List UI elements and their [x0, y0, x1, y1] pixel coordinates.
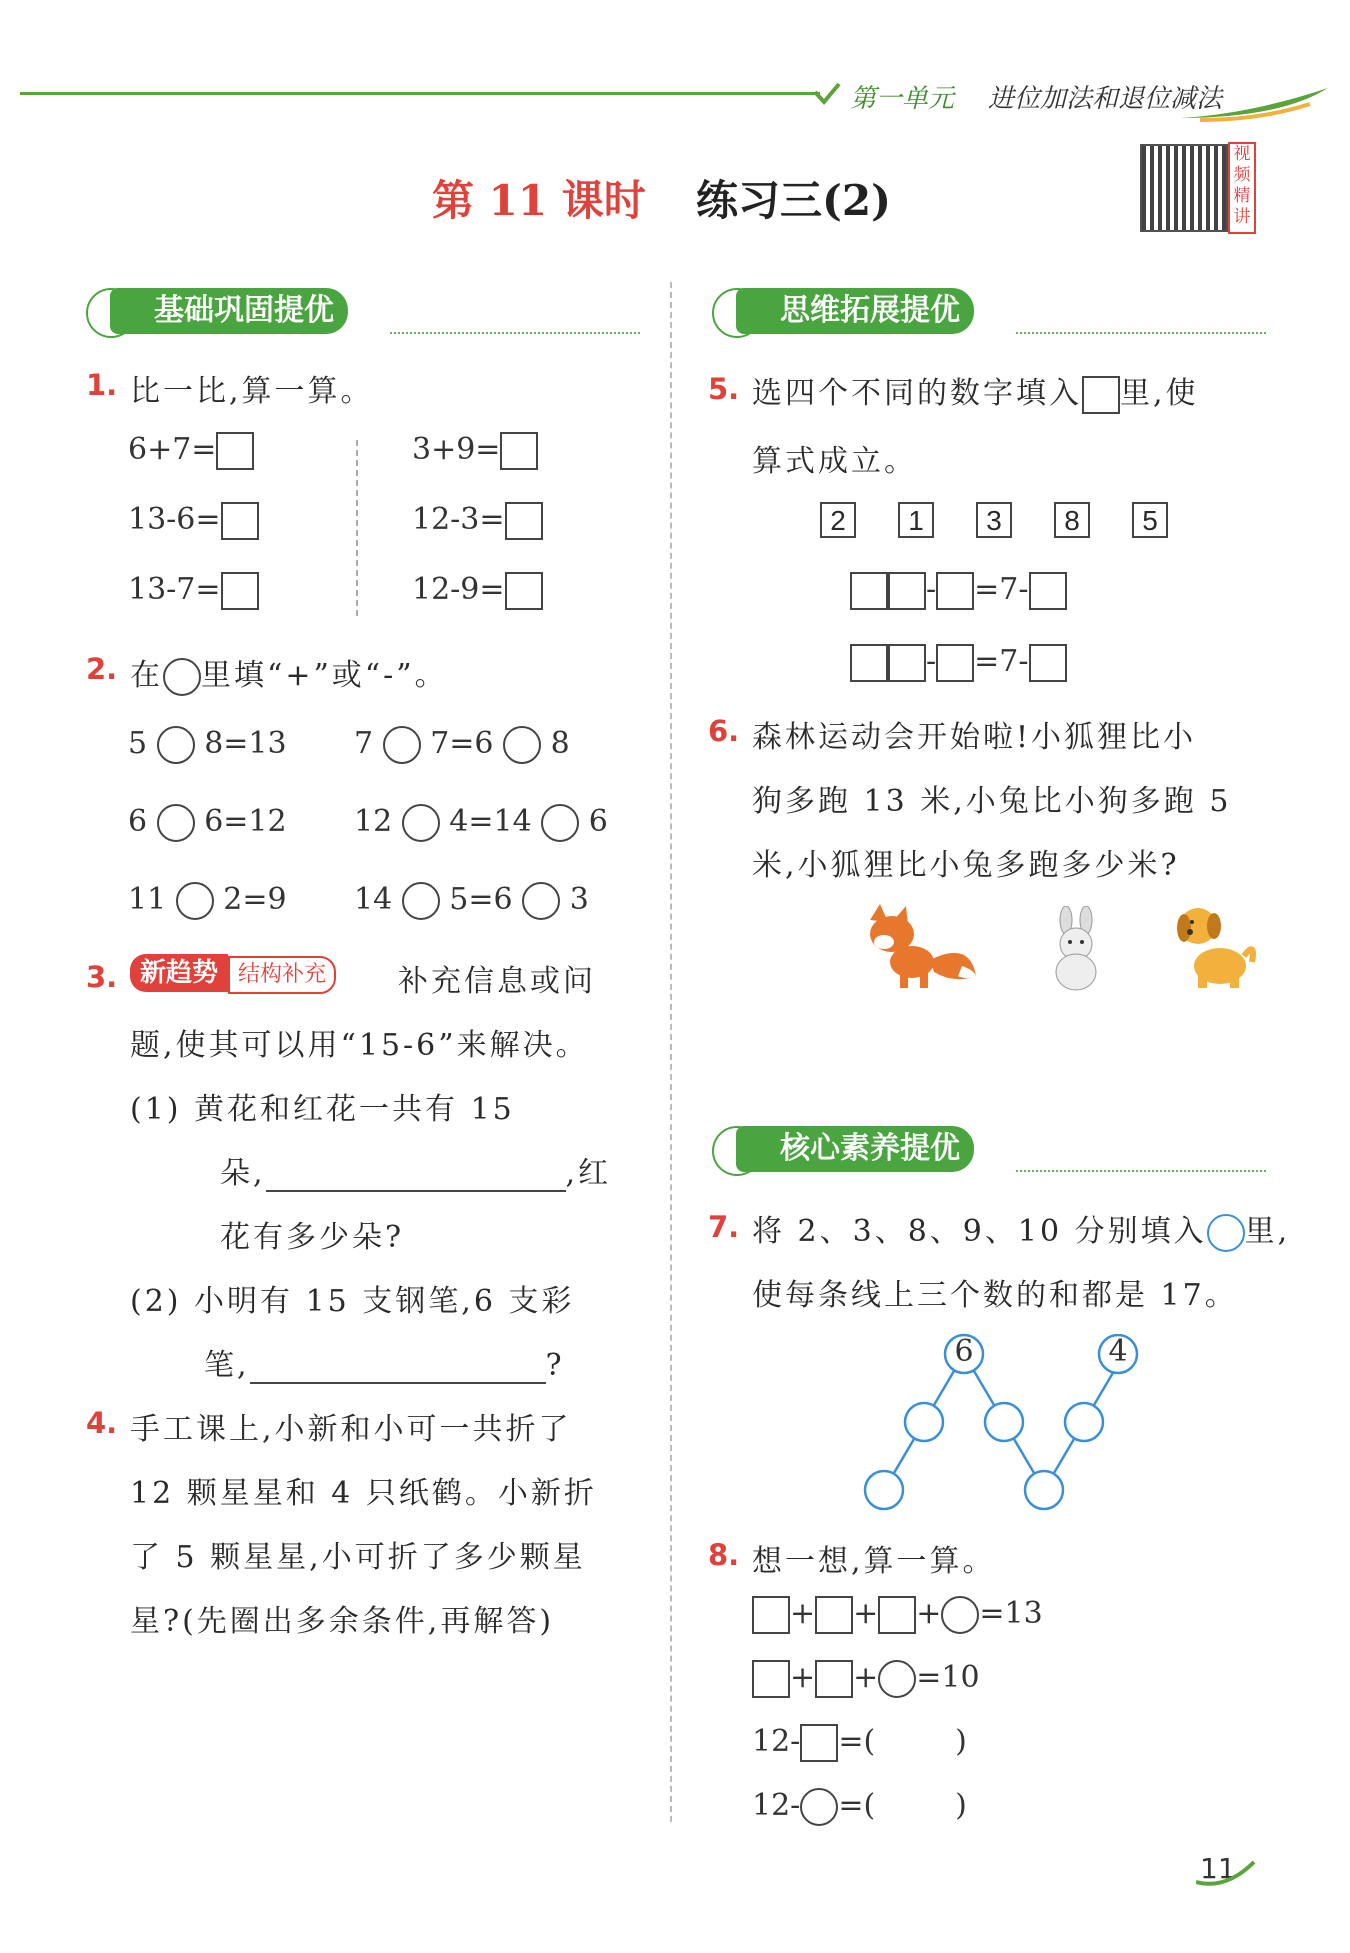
answer-box[interactable]: [752, 1660, 790, 1698]
lesson-topic: 练习三(2): [696, 176, 891, 225]
equation: [412, 572, 543, 610]
equation: + + + =13: [752, 1596, 1043, 1634]
digit-card: 2: [820, 502, 856, 538]
question-text: 题,使其可以用“15-6”来解决。: [130, 1028, 589, 1063]
column-divider: [670, 282, 672, 1822]
question-number: 8.: [708, 1538, 740, 1572]
question-number: 1.: [86, 368, 118, 402]
question-text: 使每条线上三个数的和都是 17。: [752, 1278, 1238, 1313]
section-basic: 基础巩固提优: [110, 288, 348, 334]
rabbit-icon: [1036, 906, 1116, 994]
leaf-check-icon: [812, 82, 842, 106]
answer-box[interactable]: [888, 644, 926, 682]
operator-circle[interactable]: [383, 726, 421, 764]
section-rule: [1016, 332, 1266, 334]
equation: - =7-: [850, 572, 1067, 610]
question-text: 森林运动会开始啦!小狐狸比小: [752, 720, 1197, 755]
answer-box[interactable]: [1029, 572, 1067, 610]
answer-box[interactable]: [878, 1596, 916, 1634]
question-text: 狗多跑 13 米,小兔比小狗多跑 5: [752, 784, 1232, 819]
equation: 7 7=6 8: [354, 726, 570, 764]
question-text: 米,小狐狸比小兔多跑多少米?: [752, 848, 1180, 883]
answer-box[interactable]: [1029, 644, 1067, 682]
question-number: 3.: [86, 960, 118, 994]
digit-card: 8: [1054, 502, 1090, 538]
operator-circle[interactable]: [157, 726, 195, 764]
question-text: 算式成立。: [752, 444, 917, 479]
question-number: 6.: [708, 714, 740, 748]
question-number: 2.: [86, 652, 118, 686]
chapter-label: 进位加法和退位减法: [988, 84, 1223, 114]
structure-badge: 结构补充: [228, 956, 336, 994]
given-number: 4: [1108, 1334, 1128, 1369]
equation: 12- =( ): [752, 1724, 967, 1762]
equation: 14 5=6 3: [354, 882, 589, 920]
question-text: (1) 黄花和红花一共有 15: [130, 1092, 515, 1127]
question-text: 比一比,算一算。: [130, 374, 374, 409]
leaf-swoosh-icon: [1180, 84, 1330, 124]
equation: 12- =( ): [752, 1788, 967, 1826]
question-number: 4.: [86, 1406, 118, 1440]
question-text: 想一想,算一算。: [752, 1544, 996, 1579]
given-number: 6: [954, 1334, 974, 1369]
qr-code-icon[interactable]: [1140, 144, 1228, 232]
question-text: 花有多少朵?: [220, 1220, 405, 1255]
answer-box[interactable]: [815, 1660, 853, 1698]
equation-text: 13-6=: [128, 502, 221, 537]
operator-circle[interactable]: [402, 804, 440, 842]
question-text: 笔, ?: [204, 1348, 565, 1383]
video-tag: 视频精讲: [1228, 142, 1256, 234]
answer-box[interactable]: [850, 572, 888, 610]
answer-blank[interactable]: [266, 1154, 566, 1192]
operator-circle[interactable]: [157, 804, 195, 842]
equation: 11 2=9: [128, 882, 287, 920]
digit-card: 1: [898, 502, 934, 538]
operator-circle[interactable]: [176, 882, 214, 920]
answer-box[interactable]: [800, 1724, 838, 1762]
question-text: 选四个不同的数字填入 里,使: [752, 368, 1199, 414]
question-text: (2) 小明有 15 支钢笔,6 支彩: [130, 1284, 575, 1319]
section-thinking: 思维拓展提优: [736, 288, 974, 334]
blank-circle[interactable]: [905, 1403, 943, 1441]
question-number: 7.: [708, 1210, 740, 1244]
operator-circle[interactable]: [402, 882, 440, 920]
question-text: 补充信息或问: [398, 964, 596, 999]
answer-blank[interactable]: [250, 1346, 546, 1384]
circle-symbol: [163, 658, 201, 696]
equation: [412, 502, 543, 540]
answer-circle[interactable]: [800, 1788, 838, 1826]
fox-icon: [850, 900, 980, 992]
equation: [128, 502, 259, 540]
equation-text: 3+9=: [412, 432, 501, 467]
new-trend-badge: 新趋势: [130, 954, 228, 992]
dog-icon: [1168, 900, 1258, 992]
box-symbol: [1082, 376, 1120, 414]
blank-circle[interactable]: [985, 1403, 1023, 1441]
equation: 5 8=13: [128, 726, 287, 764]
equation-text: 12-3=: [412, 502, 505, 537]
equation: - =7-: [850, 644, 1067, 682]
question-text: 朵, ,红: [220, 1156, 612, 1191]
answer-box[interactable]: [221, 572, 259, 610]
page-swoosh-icon: [1196, 1860, 1256, 1890]
equation: + + =10: [752, 1660, 980, 1698]
question-text: 手工课上,小新和小可一共折了: [130, 1412, 572, 1447]
unit-label: 第一单元: [850, 84, 955, 114]
header-rule: [20, 92, 820, 95]
operator-circle[interactable]: [503, 726, 541, 764]
answer-circle[interactable]: [878, 1660, 916, 1698]
answer-box[interactable]: [815, 1596, 853, 1634]
answer-box[interactable]: [936, 572, 974, 610]
question-text: 星?(先圈出多余条件,再解答): [130, 1604, 555, 1639]
question-text: 了 5 颗星星,小可折了多少颗星: [130, 1540, 586, 1575]
answer-box[interactable]: [216, 432, 254, 470]
operator-circle[interactable]: [522, 882, 560, 920]
page-number: 11: [1200, 1852, 1236, 1885]
equation: 6 6=12: [128, 804, 287, 842]
equation-text: 6+7=: [128, 432, 217, 467]
equation-text: 13-7=: [128, 572, 221, 607]
blank-circle[interactable]: [865, 1471, 903, 1509]
answer-box[interactable]: [850, 644, 888, 682]
circle-symbol: [1207, 1214, 1245, 1252]
lesson-number: 第 11 课时: [432, 176, 646, 225]
equation: [412, 432, 538, 470]
answer-box[interactable]: [500, 432, 538, 470]
trend-tag: [130, 954, 336, 994]
answer-box[interactable]: [221, 502, 259, 540]
equation: [128, 572, 259, 610]
digit-row: [820, 502, 1210, 538]
section-core: 核心素养提优: [736, 1126, 974, 1172]
answer-box[interactable]: [936, 644, 974, 682]
w-diagram: [860, 1330, 1130, 1520]
digit-card: 5: [1132, 502, 1168, 538]
answer-box[interactable]: [752, 1596, 790, 1634]
question-text: 在 里填“+”或“-”。: [130, 650, 448, 696]
answer-box[interactable]: [505, 572, 543, 610]
equation: [128, 432, 254, 470]
answer-circle[interactable]: [941, 1596, 979, 1634]
question-text: 将 2、3、8、9、10 分别填入 里,: [752, 1206, 1290, 1252]
q1-divider: [356, 440, 358, 616]
question-number: 5.: [708, 372, 740, 406]
section-rule: [390, 332, 640, 334]
equation-text: 12-9=: [412, 572, 505, 607]
equation: 12 4=14 6: [354, 804, 608, 842]
question-text: 12 颗星星和 4 只纸鹤。小新折: [130, 1476, 597, 1511]
answer-box[interactable]: [888, 572, 926, 610]
answer-box[interactable]: [505, 502, 543, 540]
blank-circle[interactable]: [1065, 1403, 1103, 1441]
operator-circle[interactable]: [541, 804, 579, 842]
section-rule: [1016, 1170, 1266, 1172]
blank-circle[interactable]: [1025, 1471, 1063, 1509]
digit-card: 3: [976, 502, 1012, 538]
